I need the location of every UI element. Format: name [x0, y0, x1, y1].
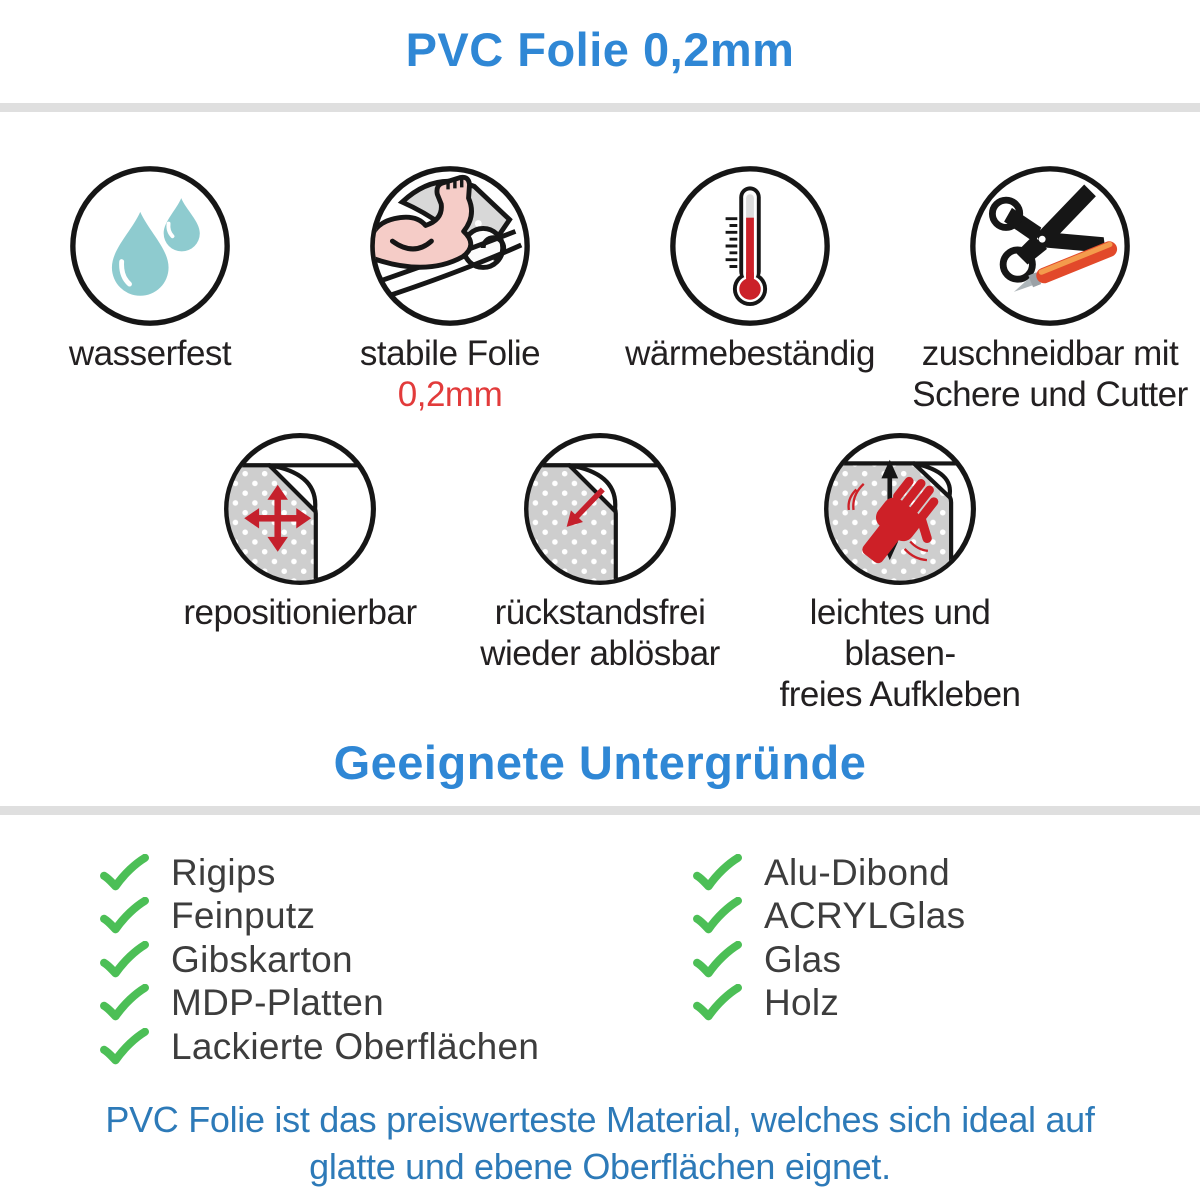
list-item — [100, 851, 539, 895]
feature-row-2 — [150, 430, 1050, 715]
surface-label: Lackierte Oberflächen — [171, 1025, 540, 1067]
checkmark-icon — [100, 897, 150, 935]
hand-smoothing-foil-icon — [821, 430, 979, 588]
feature-label — [183, 592, 416, 633]
footer-line1: PVC Folie ist das preiswerteste Material, welches sich ideal auf — [105, 1099, 1095, 1140]
feature-label — [480, 592, 720, 674]
move-arrows-on-foil-icon — [221, 430, 379, 588]
feature-label-line2: wieder ablösbar — [480, 634, 720, 673]
divider-surfaces — [0, 806, 1200, 815]
thermometer-icon — [667, 163, 833, 329]
list-item — [693, 982, 966, 1026]
feature-label-line1: rückstandsfrei — [494, 593, 706, 632]
feature-stable-foil — [300, 163, 600, 415]
feature-thickness-highlight: 0,2mm — [397, 375, 503, 414]
surface-list-right — [693, 851, 966, 1025]
surface-list-left — [100, 851, 539, 1069]
feature-label — [69, 333, 231, 374]
list-item — [100, 895, 539, 939]
footer-note — [0, 1096, 1200, 1190]
surface-label: ACRYLGlas — [764, 895, 966, 937]
checkmark-icon — [100, 941, 150, 979]
surface-label: Gibskarton — [171, 938, 353, 980]
list-item — [100, 1025, 539, 1069]
list-item — [100, 982, 539, 1026]
feature-label — [360, 333, 540, 374]
peel-off-arrow-foil-icon — [521, 430, 679, 588]
surface-label: Glas — [764, 938, 842, 980]
surface-label: MDP-Platten — [171, 982, 385, 1024]
surface-label: Feinputz — [171, 895, 316, 937]
feature-label-line1: wasserfest — [68, 334, 232, 373]
feature-label-line2: freies Aufkleben — [779, 675, 1021, 714]
feature-label — [750, 592, 1050, 715]
strong-arm-foil-roll-icon — [367, 163, 533, 329]
feature-repositionable — [150, 430, 450, 715]
feature-label-line1: leichtes und blasen- — [809, 593, 991, 673]
feature-label-line2: Schere und Cutter — [912, 375, 1188, 414]
feature-label — [625, 333, 875, 374]
feature-cuttable — [900, 163, 1200, 415]
page-title: PVC Folie 0,2mm — [405, 23, 795, 76]
checkmark-icon — [100, 984, 150, 1022]
checkmark-icon — [693, 854, 743, 892]
feature-waterproof — [0, 163, 300, 415]
feature-label — [912, 333, 1188, 415]
water-drops-icon — [67, 163, 233, 329]
feature-label-line1: zuschneidbar mit — [921, 334, 1179, 373]
list-item — [693, 851, 966, 895]
feature-bubble-free — [750, 430, 1050, 715]
scissors-and-cutter-icon — [967, 163, 1133, 329]
feature-label-line1: wärmebeständig — [625, 334, 875, 373]
surface-label: Holz — [764, 982, 840, 1024]
surface-label: Rigips — [171, 851, 276, 893]
section-heading-surfaces: Geeignete Untergründe — [333, 736, 867, 789]
checkmark-icon — [693, 897, 743, 935]
checkmark-icon — [693, 941, 743, 979]
list-item — [693, 938, 966, 982]
feature-residue-free — [450, 430, 750, 715]
feature-label-line1: stabile Folie — [359, 334, 541, 373]
checkmark-icon — [693, 984, 743, 1022]
list-item — [693, 895, 966, 939]
feature-row-1 — [0, 163, 1200, 415]
divider-top — [0, 103, 1200, 112]
surface-label: Alu-Dibond — [764, 851, 951, 893]
footer-line2: glatte und ebene Oberflächen eignet. — [309, 1146, 891, 1187]
feature-heat-resistant — [600, 163, 900, 415]
list-item — [100, 938, 539, 982]
checkmark-icon — [100, 854, 150, 892]
checkmark-icon — [100, 1028, 150, 1066]
feature-label-line1: repositionierbar — [183, 593, 417, 632]
